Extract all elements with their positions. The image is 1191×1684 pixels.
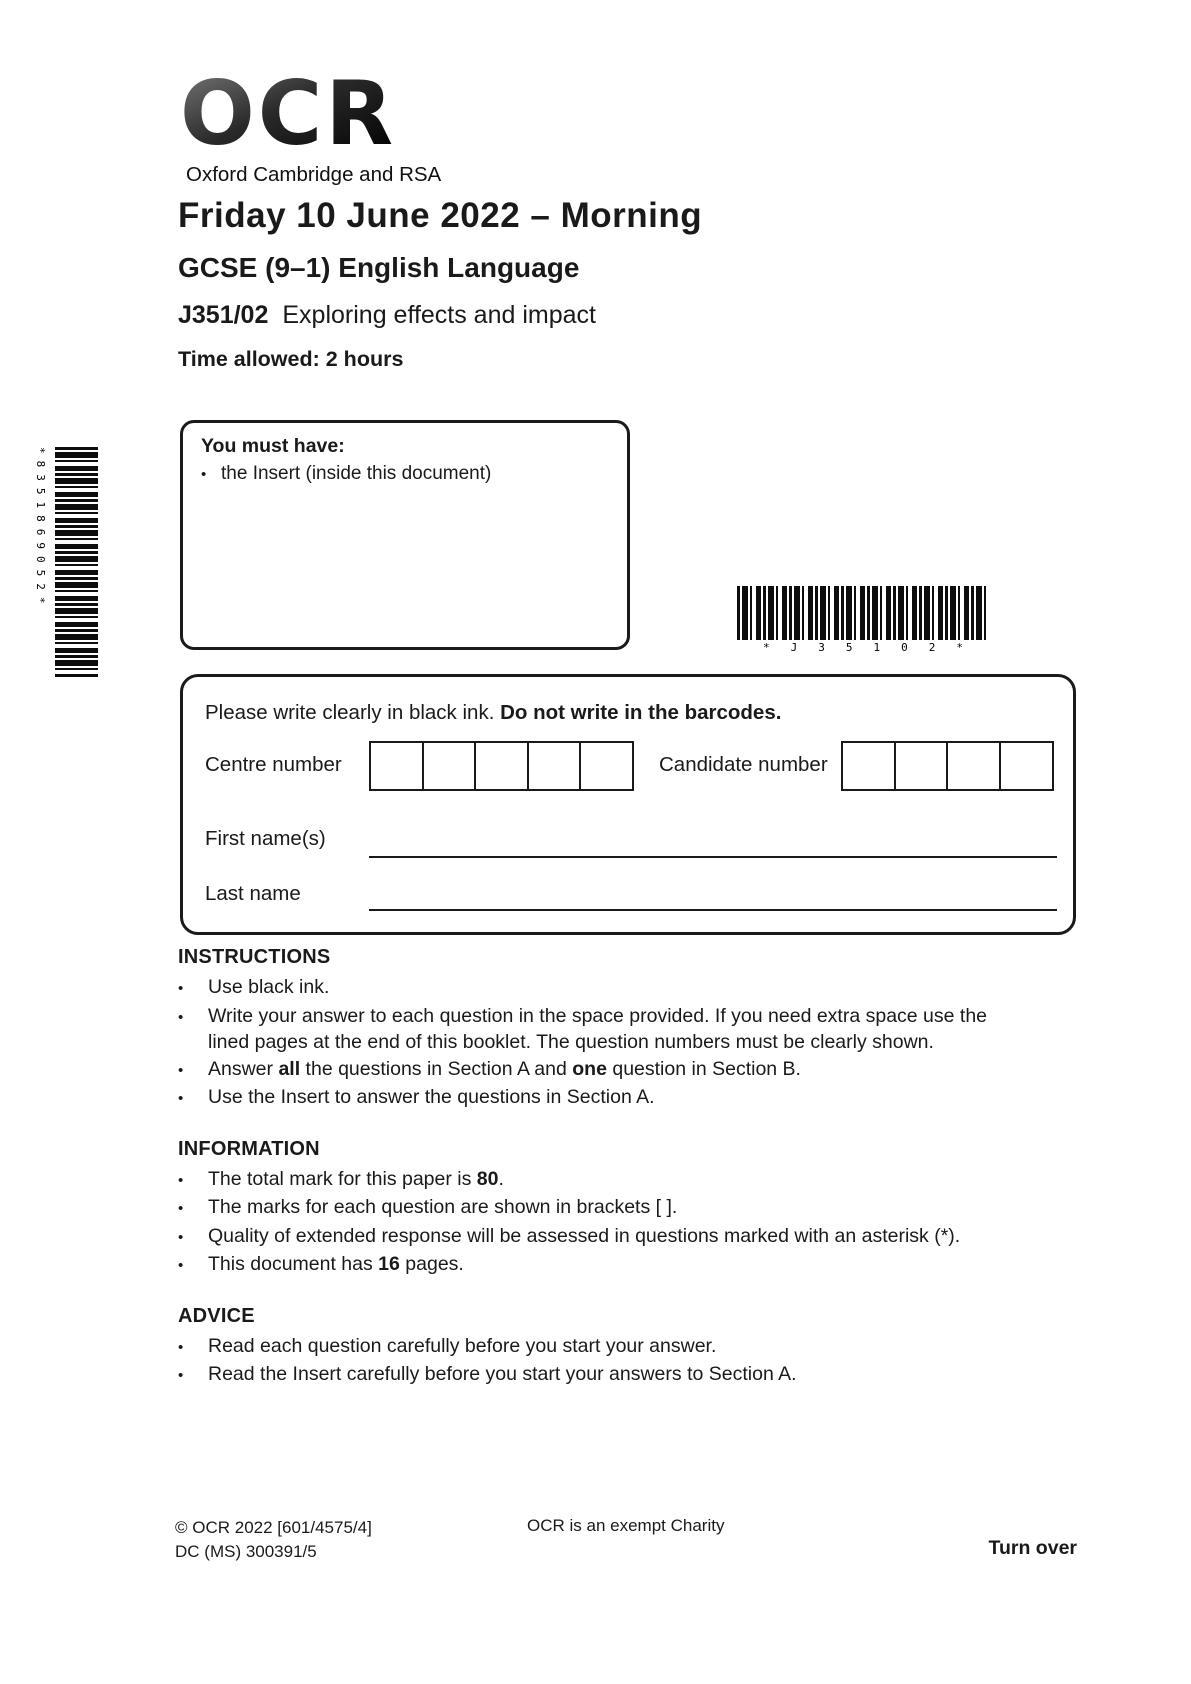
horizontal-barcode-number: *J35102* <box>763 641 984 654</box>
bullet-icon <box>178 974 208 1003</box>
candidate-number-cell[interactable] <box>999 741 1054 791</box>
ocr-logo-subtitle: Oxford Cambridge and RSA <box>186 163 442 186</box>
must-have-item <box>201 463 609 485</box>
information-text: The marks for each question are shown in brackets [ ]. <box>208 1196 678 1218</box>
instruction-text: Write your answer to each question in the space provided. If you need extra space use the lined pages at the end of this booklet. The question numbers must be clearly shown. <box>208 1004 988 1053</box>
bullet-icon <box>178 1333 208 1362</box>
first-name-input-line[interactable] <box>369 856 1057 858</box>
advice-heading: ADVICE <box>178 1304 255 1327</box>
time-allowed: Time allowed: 2 hours <box>178 347 404 371</box>
front-page-sections <box>178 946 1022 1415</box>
centre-number-cell[interactable] <box>579 741 634 791</box>
horizontal-barcode <box>737 586 989 640</box>
candidate-number-label: Candidate number <box>659 753 828 776</box>
must-have-item-text: the Insert (inside this document) <box>221 463 492 484</box>
instruction-item <box>178 1003 1022 1056</box>
vertical-barcode-number: *8351869052* <box>34 447 47 611</box>
candidate-number-cell[interactable] <box>894 741 949 791</box>
centre-number-cell[interactable] <box>369 741 424 791</box>
candidate-details-box <box>180 674 1076 935</box>
information-text: The total mark for this paper is 80. <box>208 1167 504 1190</box>
you-must-have-box <box>180 420 630 650</box>
paper-code: J351/02 <box>178 301 269 329</box>
advice-item <box>178 1333 1022 1362</box>
notice-plain-text: Please write clearly in black ink. <box>205 701 501 724</box>
bullet-icon <box>178 1223 208 1252</box>
centre-number-cell[interactable] <box>422 741 477 791</box>
qualification-heading: GCSE (9–1) English Language <box>178 252 580 283</box>
instruction-text: Use black ink. <box>208 976 330 998</box>
ocr-logo: OCR <box>180 62 397 165</box>
instruction-item <box>178 1056 1022 1085</box>
footer-dc-code: DC (MS) 300391/5 <box>175 1542 317 1561</box>
centre-number-label: Centre number <box>205 753 342 776</box>
instructions-heading: INSTRUCTIONS <box>178 946 331 968</box>
information-item <box>178 1166 1022 1195</box>
turn-over-label: Turn over <box>988 1537 1077 1559</box>
first-name-label: First name(s) <box>205 827 326 850</box>
footer-copyright: © OCR 2022 [601/4575/4] <box>175 1518 372 1537</box>
bullet-icon <box>178 1361 208 1390</box>
paper-title: Exploring effects and impact <box>282 301 596 329</box>
instruction-item <box>178 1084 1022 1113</box>
section-instructions <box>178 946 1022 1113</box>
instruction-text: Use the Insert to answer the questions in Section A. <box>208 1086 655 1108</box>
centre-number-cell[interactable] <box>527 741 582 791</box>
exam-date-heading: Friday 10 June 2022 – Morning <box>178 196 703 235</box>
bullet-icon <box>178 1166 208 1195</box>
information-text: Quality of extended response will be assessed in questions marked with an asterisk (*). <box>208 1224 961 1247</box>
candidate-number-cell[interactable] <box>946 741 1001 791</box>
bullet-icon <box>178 1056 208 1085</box>
section-information <box>178 1138 1022 1280</box>
section-advice <box>178 1305 1022 1390</box>
candidate-number-field <box>841 741 1054 791</box>
footer-imprint <box>175 1516 372 1564</box>
bullet-icon <box>201 463 221 485</box>
bullet-icon <box>178 1251 208 1280</box>
vertical-barcode <box>55 447 98 677</box>
candidate-number-cell[interactable] <box>841 741 896 791</box>
information-item <box>178 1194 1022 1223</box>
last-name-input-line[interactable] <box>369 909 1057 911</box>
advice-text: Read the Insert carefully before you start your answers to Section A. <box>208 1363 797 1385</box>
bullet-icon <box>178 1084 208 1113</box>
black-ink-notice <box>205 701 781 725</box>
bullet-icon <box>178 1003 208 1056</box>
advice-item <box>178 1361 1022 1390</box>
last-name-label: Last name <box>205 882 301 905</box>
footer-charity-note: OCR is an exempt Charity <box>527 1516 725 1535</box>
information-item <box>178 1251 1022 1280</box>
instruction-text: Answer all the questions in Section A and one question in Section B. <box>208 1057 801 1080</box>
information-item <box>178 1223 1022 1252</box>
centre-number-cell[interactable] <box>474 741 529 791</box>
centre-number-field <box>369 741 634 791</box>
bullet-icon <box>178 1194 208 1223</box>
must-have-title: You must have: <box>201 435 345 457</box>
information-text: This document has 16 pages. <box>208 1253 464 1275</box>
notice-bold-text: Do not write in the barcodes. <box>500 701 782 724</box>
advice-text: Read each question carefully before you start your answer. <box>208 1334 717 1357</box>
instruction-item <box>178 974 1022 1003</box>
information-heading: INFORMATION <box>178 1137 320 1160</box>
paper-title-line <box>178 301 596 330</box>
